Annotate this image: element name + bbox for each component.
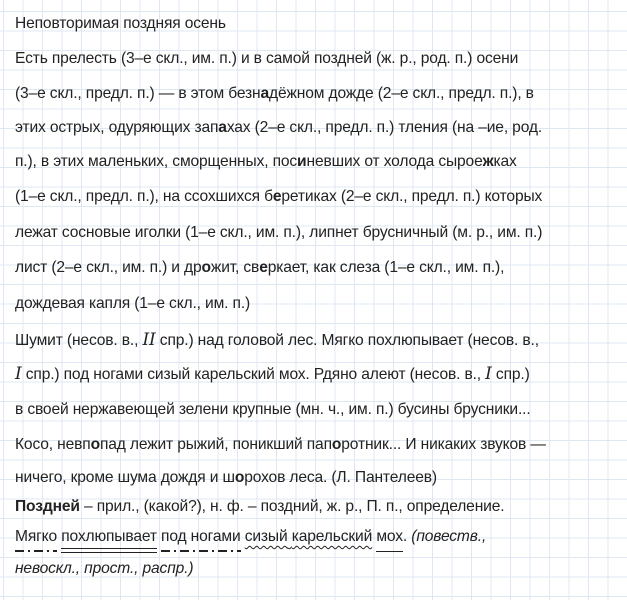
text-span: пад лежит рыжий, поникший пап [99, 436, 332, 453]
text-span: лежат сосновые иголки (1‒е скл., им. п.), липнет брусничный (м. р., им. п.) [15, 224, 543, 241]
stressed-letter: а [218, 119, 227, 136]
text-span: . [402, 528, 408, 545]
morph-analysis [15, 497, 504, 517]
subject-word: мох [376, 528, 403, 545]
verb-line-3: в своей нержавеющей зелени крупные (мн. ч., им. п.) бусины брусники... [15, 401, 531, 418]
text-span: сизый [244, 528, 288, 545]
analysis-text: ‒ прил., (какой?), н. ф. ‒ поздний, ж. р., П. п., определение. [79, 498, 505, 515]
verb-line-5 [15, 468, 437, 488]
stressed-letter: о [201, 259, 211, 276]
text-span: карельский [291, 528, 373, 545]
sentence-characteristics: (повеств., [411, 528, 487, 545]
syntax-parse [15, 527, 486, 547]
text-span: спр.) над головой лес. Мягко похлюпывает (несов. в., [155, 332, 539, 349]
verb-line-4 [15, 435, 546, 455]
text-span: (1‒е скл., предл. п.), на ссохшихся б [15, 188, 273, 205]
text-span: рохов леса. (Л. Пантелеев) [244, 469, 437, 486]
stressed-letter: о [234, 469, 245, 486]
verb-line-2 [15, 364, 530, 385]
text-line-5 [15, 187, 542, 207]
text-span: невших от холода сырое [306, 153, 483, 170]
text-span: Есть прелесть (3‒е скл., им. п.) и в самой поздней (ж. р., род. п.) осени [15, 50, 519, 67]
text-span: п.), в этих маленьких, сморщенных, пос [15, 153, 298, 170]
text-line-4 [15, 152, 517, 172]
adverbial-word: Мягко [15, 528, 58, 545]
text-span: спр.) [491, 366, 530, 383]
text-span: ретиках (2‒е скл., предл. п.) которых [281, 188, 543, 205]
text-span: ркает, как слеза (1‒е скл., им. п.), [267, 259, 505, 276]
predicate-word: похлюпывает [61, 528, 157, 545]
text-span: хах (2‒е скл., предл. п.) тления (на ‒ие, род. [226, 119, 543, 136]
text-span: под [161, 528, 187, 545]
text-span: ротник... И никаких звуков — [341, 436, 546, 453]
text-line-6 [15, 223, 542, 243]
text-span: дёжном дожде (2‒е скл., предл. п.), в [269, 85, 534, 102]
roman-numeral: I [485, 364, 492, 384]
text-line-8 [15, 294, 250, 314]
text-line-7 [15, 258, 504, 278]
text-span: дождевая капля (1‒е скл., им. п.) [15, 295, 251, 312]
text-span: ничего, кроме шума дождя и ш [15, 469, 235, 486]
adverbial-phrase [161, 527, 240, 547]
text-span: ногами [190, 528, 241, 545]
text-line-2 [15, 84, 534, 104]
stressed-letter: е [259, 259, 268, 276]
text-span: лист (2‒е скл., им. п.) и др [15, 259, 202, 276]
text-span: этих острых, одуряющих зап [15, 119, 219, 136]
analyzed-word: Поздней [15, 498, 80, 515]
roman-numeral: I [15, 364, 22, 384]
stressed-letter: о [90, 436, 100, 453]
stressed-letter: ж [482, 153, 494, 170]
document-title: Неповторимая поздняя осень [15, 15, 226, 32]
text-span: (3‒е скл., предл. п.) — в этом безн [15, 85, 261, 102]
text-line-1 [15, 49, 518, 69]
text-span: спр.) под ногами сизый карельский мох. Рдяно алеют (несов. в., [21, 366, 486, 383]
verb-line-1 [15, 330, 539, 351]
stressed-letter: е [272, 188, 282, 205]
attribute-phrase [245, 528, 372, 545]
stressed-letter: о [331, 436, 342, 453]
stressed-letter: и [297, 153, 307, 170]
text-span: Шумит (несов. в., [15, 332, 143, 349]
roman-numeral: II [142, 330, 156, 350]
stressed-letter: а [260, 85, 270, 102]
sentence-characteristics-cont: невоскл., прост., распр.) [15, 560, 194, 577]
text-span: ках [493, 153, 517, 170]
text-span: Косо, невп [15, 436, 91, 453]
text-span: жит, св [210, 259, 260, 276]
text-line-3 [15, 118, 542, 138]
